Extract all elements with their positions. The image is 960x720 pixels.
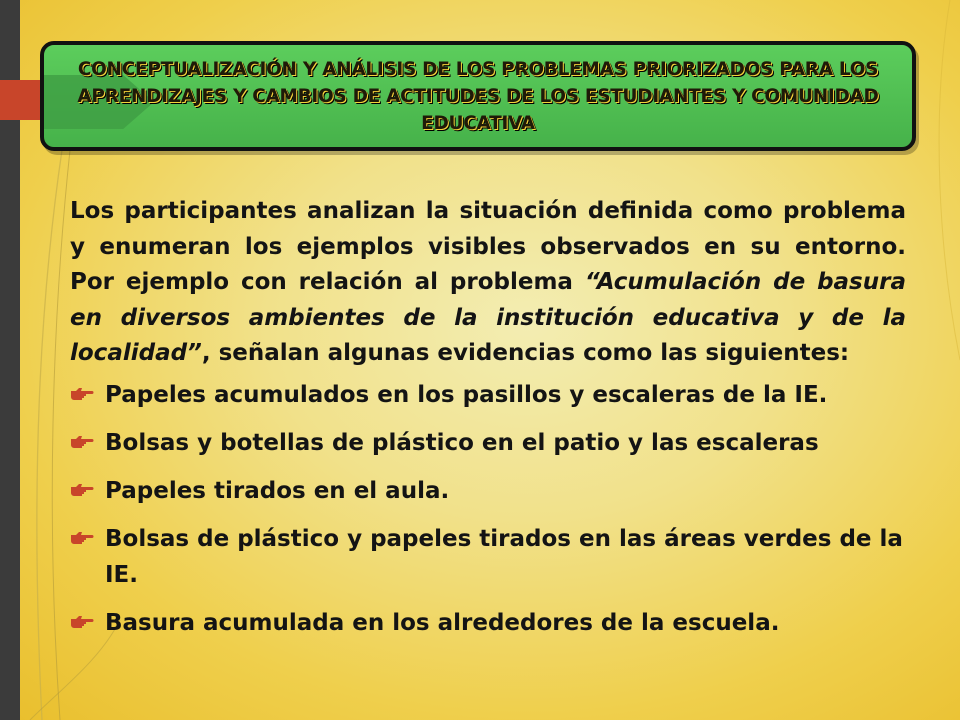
intro-text-part1: Los participantes analizan la situación definida como problema y enumeran los ejemplos visibles observados en su entorno. Por ejemplo con relación al problema [70, 198, 906, 295]
intro-paragraph [70, 194, 906, 372]
evidence-list [70, 377, 906, 641]
list-item [70, 377, 906, 413]
slide-title: CONCEPTUALIZACIÓN Y ANÁLISIS DE LOS PROBLEMAS PRIORIZADOS PARA LOS APRENDIZAJES Y CAMBIOS DE ACTITUDES DE LOS ESTUDIANTES Y COMUNIDAD EDUCATIVA [77, 59, 879, 134]
list-item [70, 425, 906, 461]
list-item [70, 473, 906, 509]
pointing-hand-icon [70, 613, 94, 631]
intro-quote: “Acumulación de basura en diversos ambientes de la institución educativa y de la localidad” [70, 269, 906, 366]
intro-text-part2: , señalan algunas evidencias como las siguientes: [201, 340, 850, 366]
list-item-text: Bolsas de plástico y papeles tirados en las áreas verdes de la IE. [105, 525, 903, 588]
list-item-text: Bolsas y botellas de plástico en el patio y las escaleras [105, 429, 819, 456]
slide-content [70, 194, 906, 653]
pointing-hand-icon [70, 481, 94, 499]
title-banner [40, 41, 916, 151]
list-item [70, 521, 906, 593]
pointing-hand-icon [70, 385, 94, 403]
pointing-hand-icon [70, 433, 94, 451]
list-item-text: Basura acumulada en los alrededores de la escuela. [105, 609, 780, 636]
pointing-hand-icon [70, 529, 94, 547]
list-item-text: Papeles tirados en el aula. [105, 477, 450, 504]
list-item-text: Papeles acumulados en los pasillos y escaleras de la IE. [105, 381, 828, 408]
list-item [70, 605, 906, 641]
